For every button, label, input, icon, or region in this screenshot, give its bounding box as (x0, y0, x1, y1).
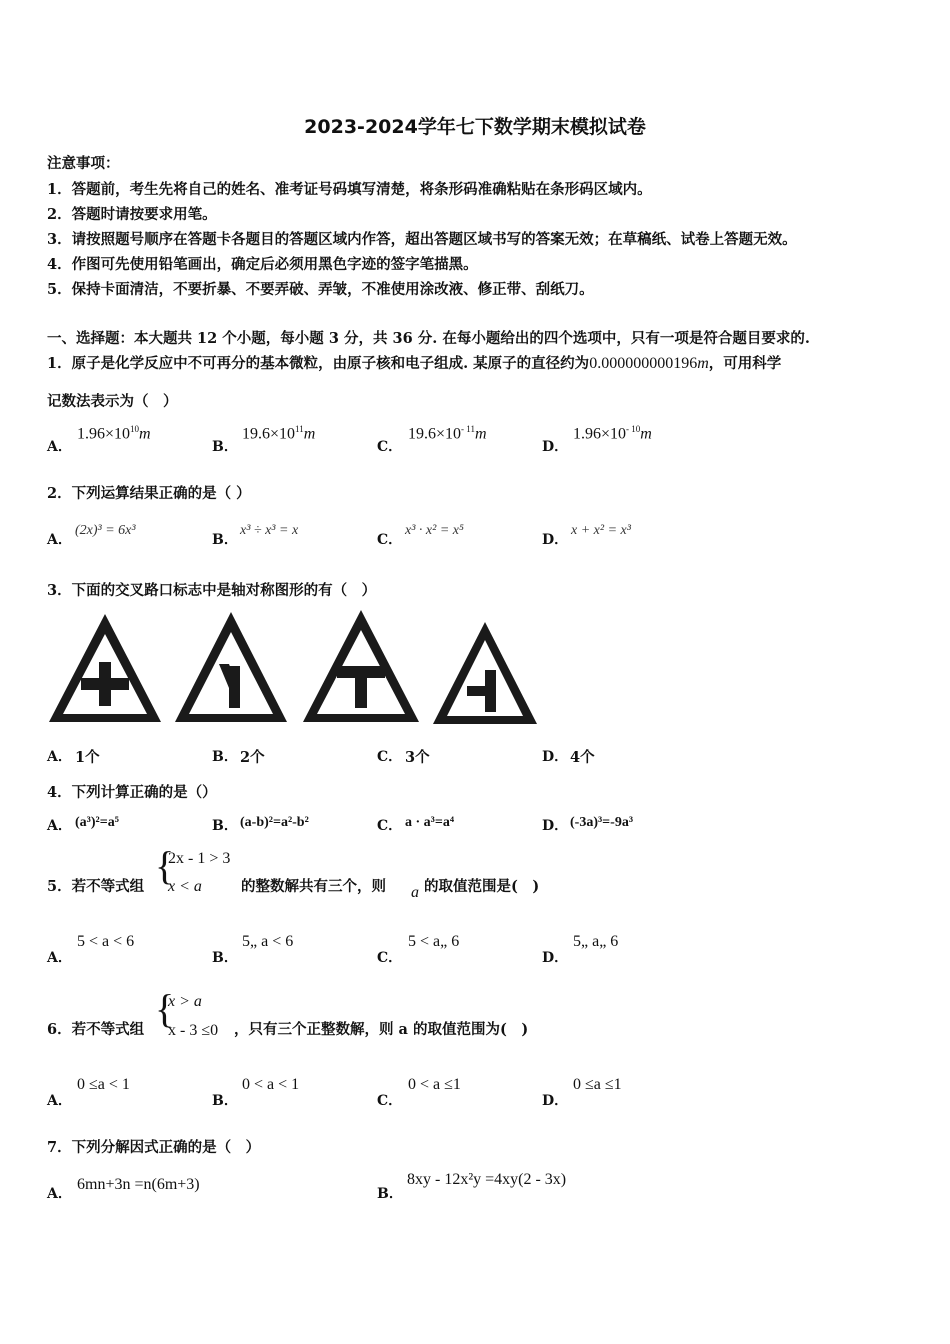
q7-option-b-label: B． (377, 1186, 403, 1202)
q1-unit: m (697, 355, 709, 372)
section-heading: 一、选择题：本大题共 12 个小题，每小题 3 分，共 36 分. 在每小题给出的四个选项中，只有一项是符合题目要求的. (47, 330, 810, 347)
q5-option-a: 5 < a < 6 (77, 933, 135, 950)
q6-option-c-label: C． (377, 1093, 403, 1109)
q3-option-d: 4个 (570, 749, 595, 766)
q4-option-d: (-3a)³=-9a³ (570, 815, 634, 830)
q1-option-c-label: C． (377, 439, 403, 455)
note-item-5: 5．保持卡面清洁，不要折暴、不要弄破、弄皱，不准使用涂改液、修正带、刮纸刀。 (47, 281, 594, 298)
q5-stem-c: 的取值范围是( ) (424, 878, 540, 895)
side-junction-sign-icon (433, 622, 537, 724)
q2-option-a-label: A． (47, 532, 72, 548)
q3-option-d-label: D． (542, 749, 569, 765)
q4-option-b: (a-b)²=a²-b² (240, 815, 309, 830)
note-item-3: 3．请按照题号顺序在答题卡各题目的答题区域内作答，超出答题区域书写的答案无效；在草稿纸、试卷上答题无效。 (47, 231, 797, 248)
q5-option-c: 5 < a„ 6 (408, 933, 460, 950)
q7-option-a-label: A． (47, 1186, 72, 1202)
q3-option-b: 2个 (240, 749, 265, 766)
q1-d-base: 1.96×10 (573, 425, 627, 443)
q1-a-unit: m (139, 425, 151, 443)
q6-stem-a: 6．若不等式组 (47, 1021, 145, 1038)
q1-stem-c: 记数法表示为（ ） (47, 393, 178, 410)
q1-option-a (77, 424, 151, 443)
t-junction-sign-icon (303, 610, 419, 722)
q2-option-a: (2x)³ = 6x³ (75, 523, 136, 538)
q1-c-unit: m (474, 425, 487, 443)
q2-option-d-label: D． (542, 532, 569, 548)
q1-d-unit: m (640, 425, 652, 443)
q1-stem-a: 1．原子是化学反应中不可再分的基本微粒，由原子核和电子组成. 某原子的直径约为 (47, 355, 590, 372)
q1-c-base: 19.6×10 (408, 425, 462, 443)
q1-value: 0.000000000196 (589, 355, 698, 372)
q4-option-b-label: B． (212, 818, 238, 834)
q1-option-b (242, 424, 315, 443)
q6-option-d: 0 ≤a ≤1 (573, 1076, 622, 1093)
q7-option-a: 6mn+3n =n(6m+3) (77, 1176, 200, 1193)
q2-option-b: x³ ÷ x³ = x (240, 523, 299, 538)
q1-d-exp: - 10 (626, 424, 641, 434)
crossroad-sign-icon (49, 614, 161, 722)
q5-line1: 2x - 1 > 3 (168, 850, 231, 867)
q4-option-a-label: A． (47, 818, 72, 834)
q1-a-base: 1.96×10 (77, 425, 131, 443)
q5-var: a (411, 884, 419, 901)
q6-stem-b: ，只有三个正整数解，则 a 的取值范围为( ) (234, 1021, 529, 1038)
q5-option-b-label: B． (212, 950, 238, 966)
q1-option-a-label: A． (47, 439, 72, 455)
q1-b-exp: 11 (295, 424, 304, 434)
q4-stem: 4．下列计算正确的是（） (47, 784, 217, 801)
q4-option-a: (a³)²=a⁵ (75, 815, 119, 830)
q3-option-c-label: C． (377, 749, 403, 765)
q4-option-c-label: C． (377, 818, 403, 834)
notes-heading: 注意事项： (47, 155, 120, 172)
q1-stem (47, 352, 781, 373)
q2-option-c: x³ · x² = x⁵ (405, 523, 464, 538)
q6-option-b: 0 < a < 1 (242, 1076, 300, 1093)
note-item-1: 1．答题前，考生先将自己的姓名、准考证号码填写清楚，将条形码准确粘贴在条形码区域内。 (47, 181, 652, 198)
q5-option-c-label: C． (377, 950, 403, 966)
q5-option-d-label: D． (542, 950, 569, 966)
y-junction-sign-icon (175, 612, 287, 722)
q7-stem: 7．下列分解因式正确的是（ ） (47, 1139, 261, 1156)
q3-option-a-label: A． (47, 749, 72, 765)
note-item-4: 4．作图可先使用铅笔画出，确定后必须用黑色字迹的签字笔描黑。 (47, 256, 478, 273)
q1-b-base: 19.6×10 (242, 425, 296, 443)
q5-option-d: 5„ a„ 6 (573, 933, 619, 950)
q1-option-c (408, 424, 487, 443)
q6-brace: { (155, 986, 175, 1031)
q6-line1: x > a (168, 993, 202, 1010)
q2-option-b-label: B． (212, 532, 238, 548)
note-item-2: 2．答题时请按要求用笔。 (47, 206, 217, 223)
q3-option-c: 3个 (405, 749, 430, 766)
q2-stem: 2．下列运算结果正确的是（ ） (47, 485, 251, 502)
q6-option-b-label: B． (212, 1093, 238, 1109)
q3-road-signs (47, 608, 547, 732)
q6-option-c: 0 < a ≤1 (408, 1076, 461, 1093)
q5-stem-b: 的整数解共有三个，则 (241, 878, 386, 895)
q4-option-d-label: D． (542, 818, 569, 834)
q1-option-b-label: B． (212, 439, 238, 455)
q3-option-a: 1个 (75, 749, 100, 766)
q2-option-c-label: C． (377, 532, 403, 548)
q6-line2: x - 3 ≤0 (168, 1022, 219, 1039)
q5-line2: x < a (168, 878, 202, 895)
q1-a-exp: 10 (130, 424, 140, 434)
q5-stem-a: 5．若不等式组 (47, 878, 145, 895)
q6-option-a: 0 ≤a < 1 (77, 1076, 130, 1093)
q3-stem: 3．下面的交叉路口标志中是轴对称图形的有（ ） (47, 582, 377, 599)
page-title: 2023-2024学年七下数学期末模拟试卷 (304, 116, 646, 138)
q6-option-a-label: A． (47, 1093, 72, 1109)
q7-option-b: 8xy - 12x²y =4xy(2 - 3x) (407, 1171, 567, 1188)
q4-option-c: a · a³=a⁴ (405, 815, 455, 830)
q5-option-a-label: A． (47, 950, 72, 966)
q3-option-b-label: B． (212, 749, 238, 765)
q1-b-unit: m (303, 425, 316, 443)
q6-option-d-label: D． (542, 1093, 569, 1109)
q5-option-b: 5„ a < 6 (242, 933, 294, 950)
q5-brace: { (155, 843, 175, 888)
q2-option-d: x + x² = x³ (571, 523, 631, 538)
q1-c-exp: - 11 (461, 424, 475, 434)
q1-option-d (573, 424, 652, 443)
q1-option-d-label: D． (542, 439, 569, 455)
q1-stem-b: ，可用科学 (708, 355, 782, 372)
